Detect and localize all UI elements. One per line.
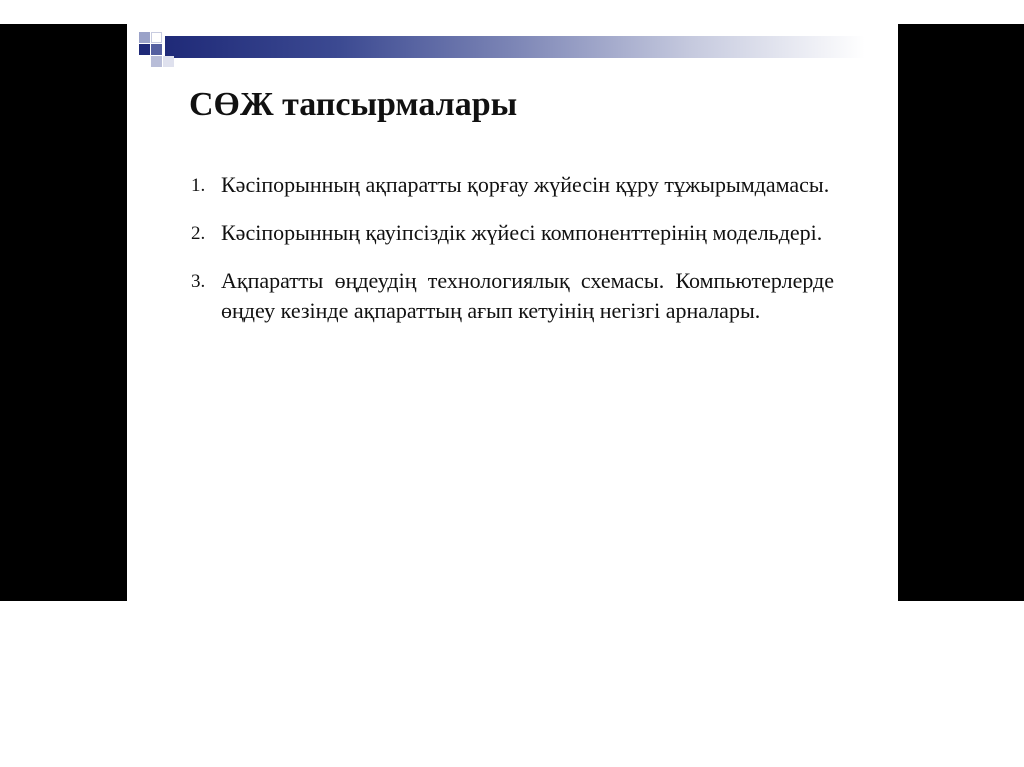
list-item (191, 218, 834, 249)
decor-square (163, 56, 174, 67)
list-item (191, 170, 834, 201)
list-item (191, 266, 834, 326)
slide (127, 24, 898, 601)
item-number: 1. (191, 175, 206, 196)
item-number: 2. (191, 223, 206, 244)
item-text: Ақпаратты өңдеудің технологиялық схемасы. Компьютерлерде өңдеу кезінде ақпараттың ағып кетуінің негізгі арналары. (221, 268, 834, 323)
decor-square (151, 56, 162, 67)
top-margin (0, 0, 1024, 24)
item-number: 3. (191, 271, 206, 292)
decor-square (151, 32, 162, 43)
header-gradient-band (165, 36, 865, 58)
letterbox-left (0, 24, 127, 601)
decor-square (139, 44, 150, 55)
decor-square (151, 44, 162, 55)
slide-title: СӨЖ тапсырмалары (189, 86, 518, 123)
decor-square (139, 32, 150, 43)
item-text: Кәсіпорынның қауіпсіздік жүйесі компоненттерінің модельдері. (221, 220, 823, 245)
item-text: Кәсіпорынның ақпаратты қорғау жүйесін құру тұжырымдамасы. (221, 172, 830, 197)
task-list (191, 170, 834, 343)
letterbox-right (898, 24, 1024, 601)
